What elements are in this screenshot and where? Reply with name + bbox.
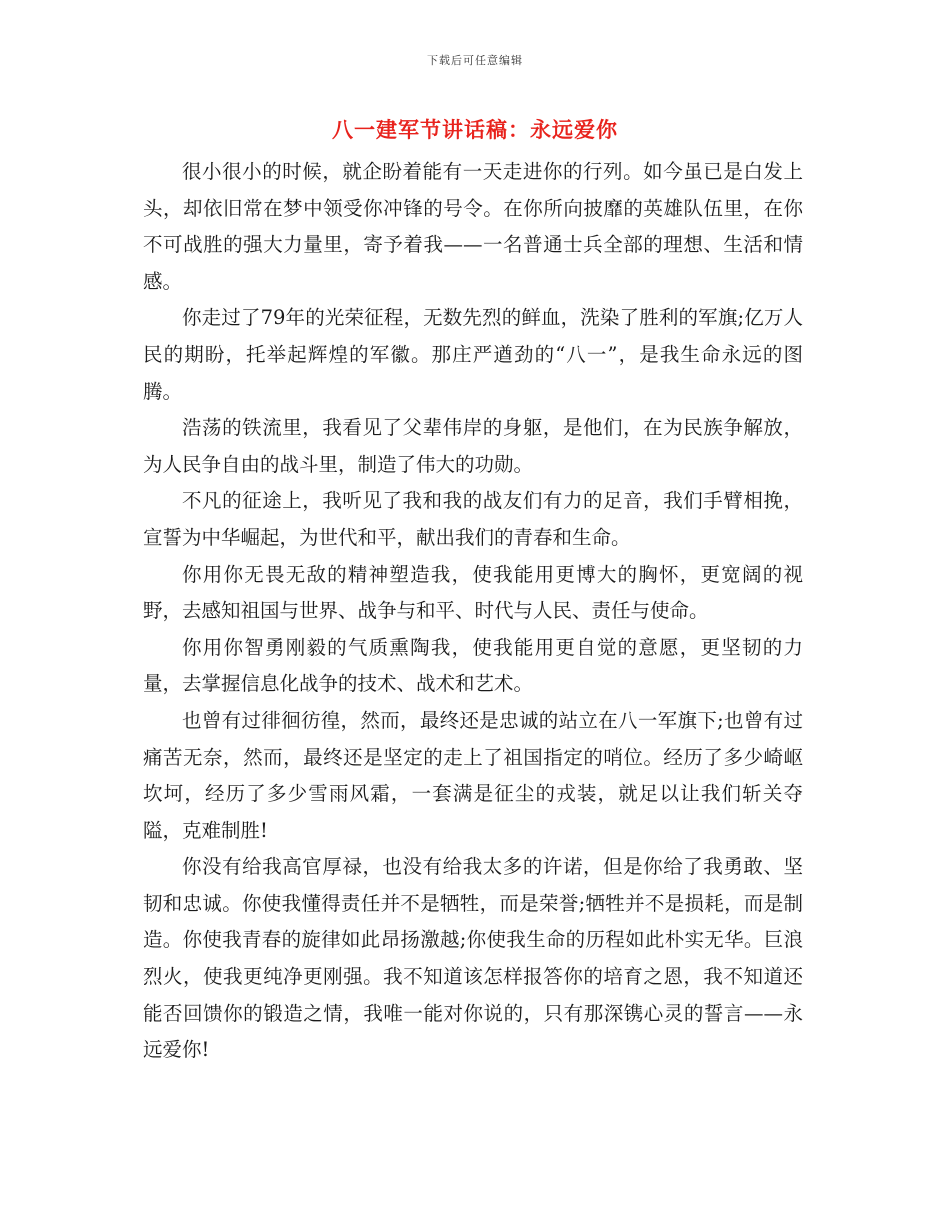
- paragraph-6: 你用你智勇刚毅的气质熏陶我，使我能用更自觉的意愿，更坚韧的力量，去掌握信息化战争的技术、战术和艺术。: [143, 635, 803, 696]
- document-title: 八一建军节讲话稿：永远爱你: [332, 117, 618, 142]
- page-header: 下载后可任意编辑: [427, 54, 523, 67]
- paragraph-5: 你用你无畏无敌的精神塑造我，使我能用更博大的胸怀，更宽阔的视野，去感知祖国与世界、战争与和平、时代与人民、责任与使命。: [143, 562, 803, 623]
- paragraph-4: 不凡的征途上，我听见了我和我的战友们有力的足音，我们手臂相挽，宣誓为中华崛起，为世代和平，献出我们的青春和生命。: [143, 489, 803, 549]
- document-body: [143, 154, 803, 1069]
- paragraph-2: 你走过了79年的光荣征程，无数先烈的鲜血，洗染了胜利的军旗;亿万人民的期盼，托举起辉煌的军徽。那庄严遒劲的“八一”，是我生命永远的图腾。: [143, 306, 803, 403]
- paragraph-8: 你没有给我高官厚禄，也没有给我太多的许诺，但是你给了我勇敢、坚韧和忠诚。你使我懂得责任并不是牺牲，而是荣誉;牺牲并不是损耗，而是制造。你使我青春的旋律如此昂扬激越;你使我生命的历程如此朴实无华。巨浪烈火，使我更纯净更刚强。我不知道该怎样报答你的培育之恩，我不知道还能否回馈你的锻造之情，我唯一能对你说的，只有那深镌心灵的誓言——永远爱你!: [143, 855, 803, 1062]
- paragraph-7: 也曾有过徘徊彷徨，然而，最终还是忠诚的站立在八一军旗下;也曾有过痛苦无奈，然而，最终还是坚定的走上了祖国指定的哨位。经历了多少崎岖坎坷，经历了多少雪雨风霜，一套满是征尘的戎装，就足以让我们斩关夺隘，克难制胜!: [143, 708, 803, 842]
- paragraph-1: 很小很小的时候，就企盼着能有一天走进你的行列。如今虽已是白发上头，却依旧常在梦中领受你冲锋的号令。在你所向披靡的英雄队伍里，在你不可战胜的强大力量里，寄予着我——一名普通士兵全部的理想、生活和情感。: [143, 160, 803, 293]
- paragraph-3: 浩荡的铁流里，我看见了父辈伟岸的身躯，是他们，在为民族争解放，为人民争自由的战斗里，制造了伟大的功勋。: [143, 416, 803, 476]
